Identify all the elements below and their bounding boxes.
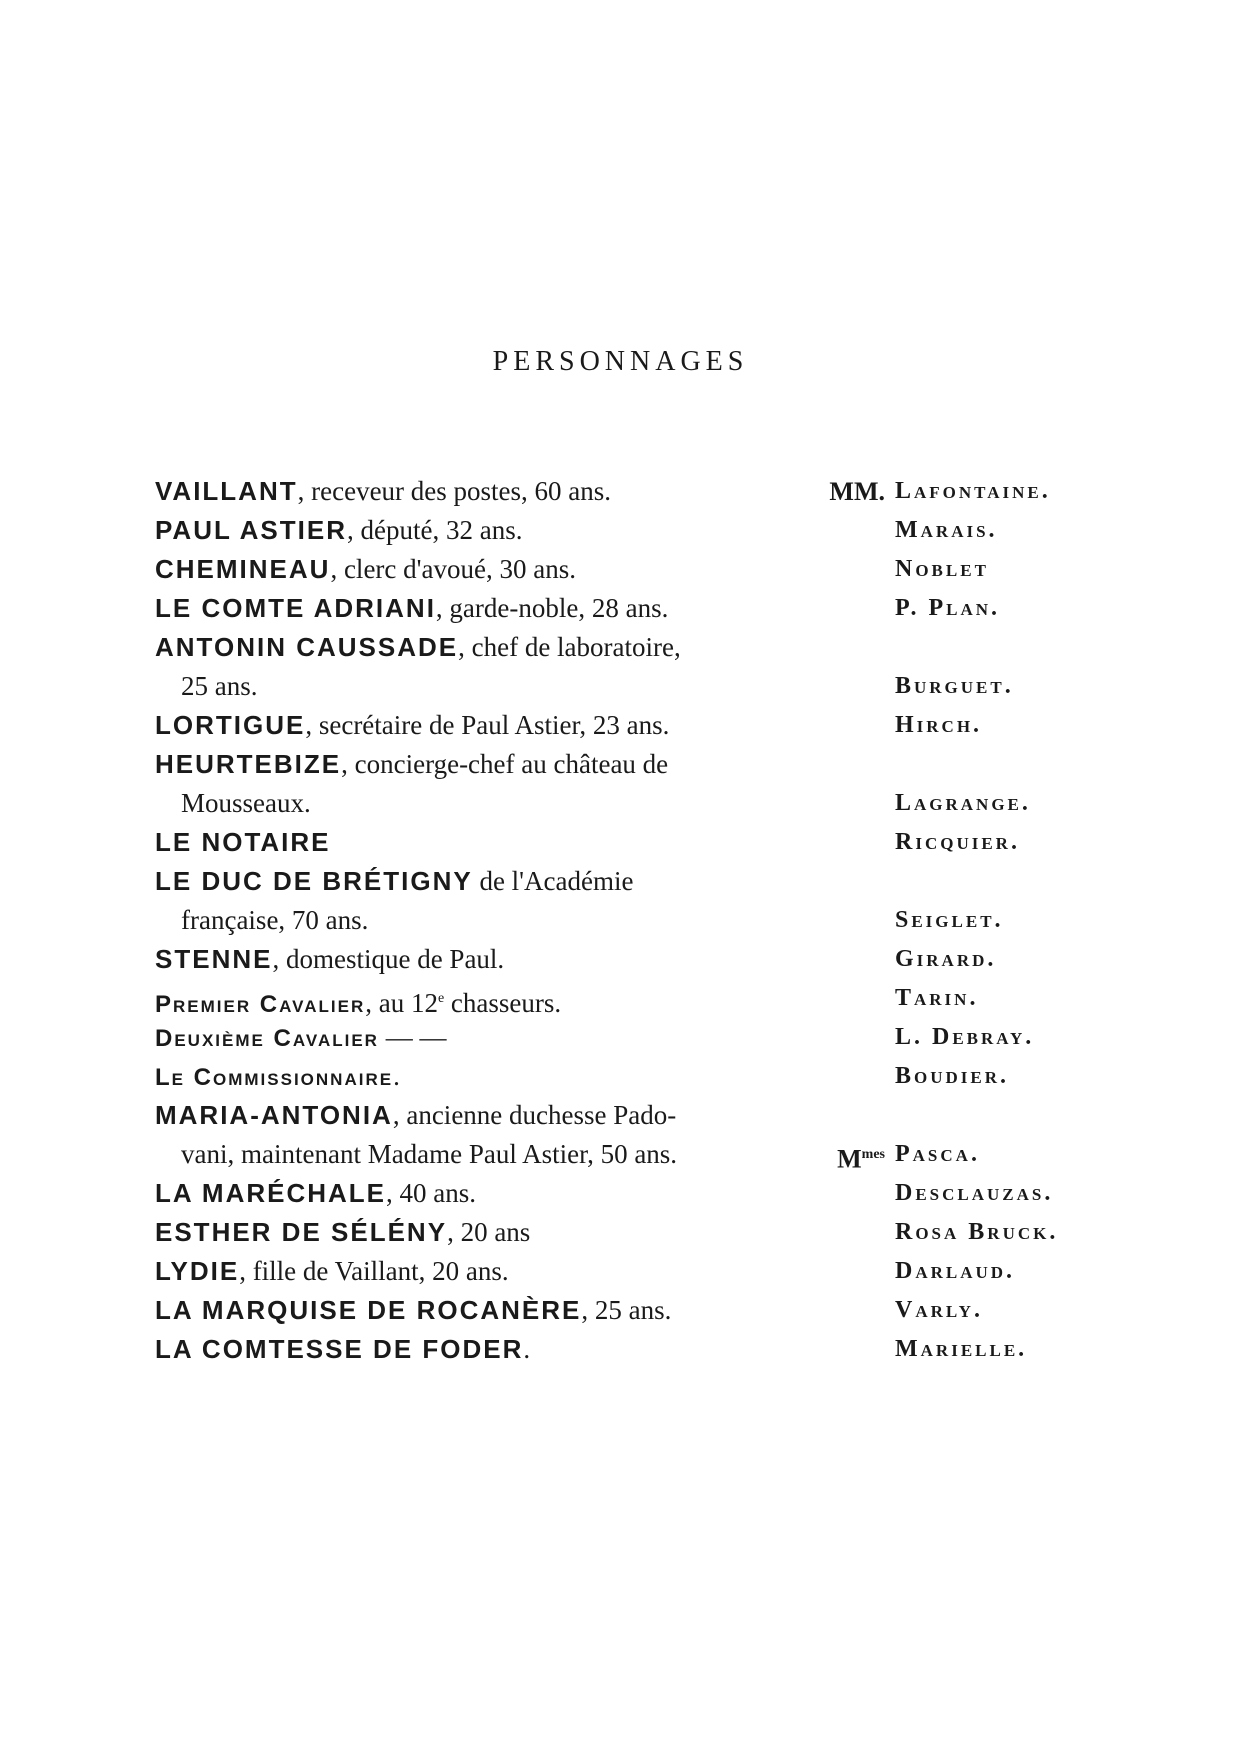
role [155,1096,805,1174]
character-description: , 25 ans. [581,1295,672,1325]
cast-row [155,1252,1115,1291]
actor-name: Pasca. [895,1141,980,1167]
role [155,1057,805,1097]
cast-row [155,706,1115,745]
role [155,628,805,706]
character-name: HEURTEBIZE [155,749,342,779]
character-description: , 20 ans [447,1217,531,1247]
role [155,706,805,745]
actor-name: Marielle. [895,1336,1028,1362]
character-name: Le Commissionnaire [155,1064,394,1091]
character-description: — — [378,1022,447,1052]
cast-row [155,1096,1115,1174]
character-description: de l'Académie [472,866,634,896]
role [155,1291,805,1330]
character-name: VAILLANT [155,476,298,506]
actor-name: Desclauzas. [895,1180,1054,1206]
character-description: , secrétaire de Paul Astier, 23 ans. [305,710,670,740]
character-description: , fille de Vaillant, 20 ans. [239,1256,509,1286]
cast-row [155,511,1115,550]
character-description: , concierge-chef au château de [341,749,669,779]
character-name: LYDIE [155,1256,240,1286]
actor-name: Darlaud. [895,1258,1016,1284]
character-name: LE DUC DE BRÉTIGNY [155,866,473,896]
cast-row [155,745,1115,823]
cast-row [155,1213,1115,1252]
role [155,823,805,862]
cast-row [155,1057,1115,1096]
superscript: e [437,991,445,1006]
character-description-continued: vani, maintenant Madame Paul Astier, 50 ans. [181,1139,678,1169]
character-description-continued: Mousseaux. [181,788,311,818]
cast-row [155,940,1115,979]
character-description: , 40 ans. [386,1178,477,1208]
character-description: , ancienne duchesse Pado- [392,1100,677,1130]
character-name: LE COMTE ADRIANI [155,593,436,623]
cast-row [155,628,1115,706]
role [155,550,805,589]
character-name: LA MARQUISE DE ROCANÈRE [155,1295,582,1325]
actor-prefix [803,1135,885,1179]
character-description: , au 12 [365,988,438,1018]
actor-name: Marais. [895,517,998,543]
actor-name: Boudier. [895,1063,1010,1089]
actor-name: Rosa Bruck. [895,1219,1059,1245]
character-name: LA COMTESSE DE FODER [155,1334,524,1364]
character-name: Premier Cavalier [155,991,366,1018]
character-name: LE NOTAIRE [155,827,331,857]
character-description: , garde-noble, 28 ans. [435,593,669,623]
cast-row [155,862,1115,940]
role [155,1174,805,1213]
actor-name: L. Debray. [895,1024,1035,1050]
actor-name: Girard. [895,946,997,972]
role [155,940,805,979]
actor-name: P. Plan. [895,595,1001,621]
role [155,1252,805,1291]
role [155,1330,805,1369]
cast-row [155,823,1115,862]
cast-row [155,1174,1115,1213]
role [155,511,805,550]
cast-list [155,472,1115,1369]
role [155,589,805,628]
character-name: STENNE [155,944,273,974]
page-title: PERSONNAGES [492,346,749,377]
character-name: LORTIGUE [155,710,306,740]
character-description-continued: française, 70 ans. [181,905,369,935]
cast-row [155,1018,1115,1057]
character-name: ESTHER DE SÉLÉNY [155,1217,448,1247]
actor-prefix-superscript: mes [861,1147,885,1162]
character-name: Deuxième Cavalier [155,1025,379,1052]
actor-name: Varly. [895,1297,983,1323]
character-description: , domestique de Paul. [272,944,505,974]
character-name: CHEMINEAU [155,554,331,584]
cast-row [155,1291,1115,1330]
actor-name: Ricquier. [895,829,1020,855]
cast-row [155,472,1115,511]
cast-row [155,979,1115,1018]
role [155,1213,805,1252]
actor-prefix: MM. [829,477,885,506]
actor-name: Lagrange. [895,790,1031,816]
actor-name: Seiglet. [895,907,1004,933]
character-description: , clerc d'avoué, 30 ans. [330,554,576,584]
actor-name: Tarin. [895,985,979,1011]
role [155,862,805,940]
cast-row [155,550,1115,589]
character-description-end: chasseurs. [444,988,562,1018]
role [155,1018,805,1058]
character-name: LA MARÉCHALE [155,1178,387,1208]
character-name: ANTONIN CAUSSADE [155,632,459,662]
cast-row [155,1330,1115,1369]
cast-row [155,589,1115,628]
character-name: MARIA-ANTONIA [155,1100,393,1130]
character-description: . [393,1061,400,1091]
actor-prefix-text: M [837,1144,862,1174]
character-description: , chef de laboratoire, [458,632,681,662]
actor-name: Lafontaine. [895,478,1051,504]
actor-name: Hirch. [895,712,983,738]
actor-name: Burguet. [895,673,1014,699]
character-description: . [523,1334,531,1364]
character-description: , député, 32 ans. [346,515,523,545]
actor-name: Noblet [895,556,989,582]
role [155,745,805,823]
role [155,472,805,511]
character-description: , receveur des postes, 60 ans. [297,476,612,506]
character-name: PAUL ASTIER [155,515,347,545]
character-description-continued: 25 ans. [181,671,258,701]
